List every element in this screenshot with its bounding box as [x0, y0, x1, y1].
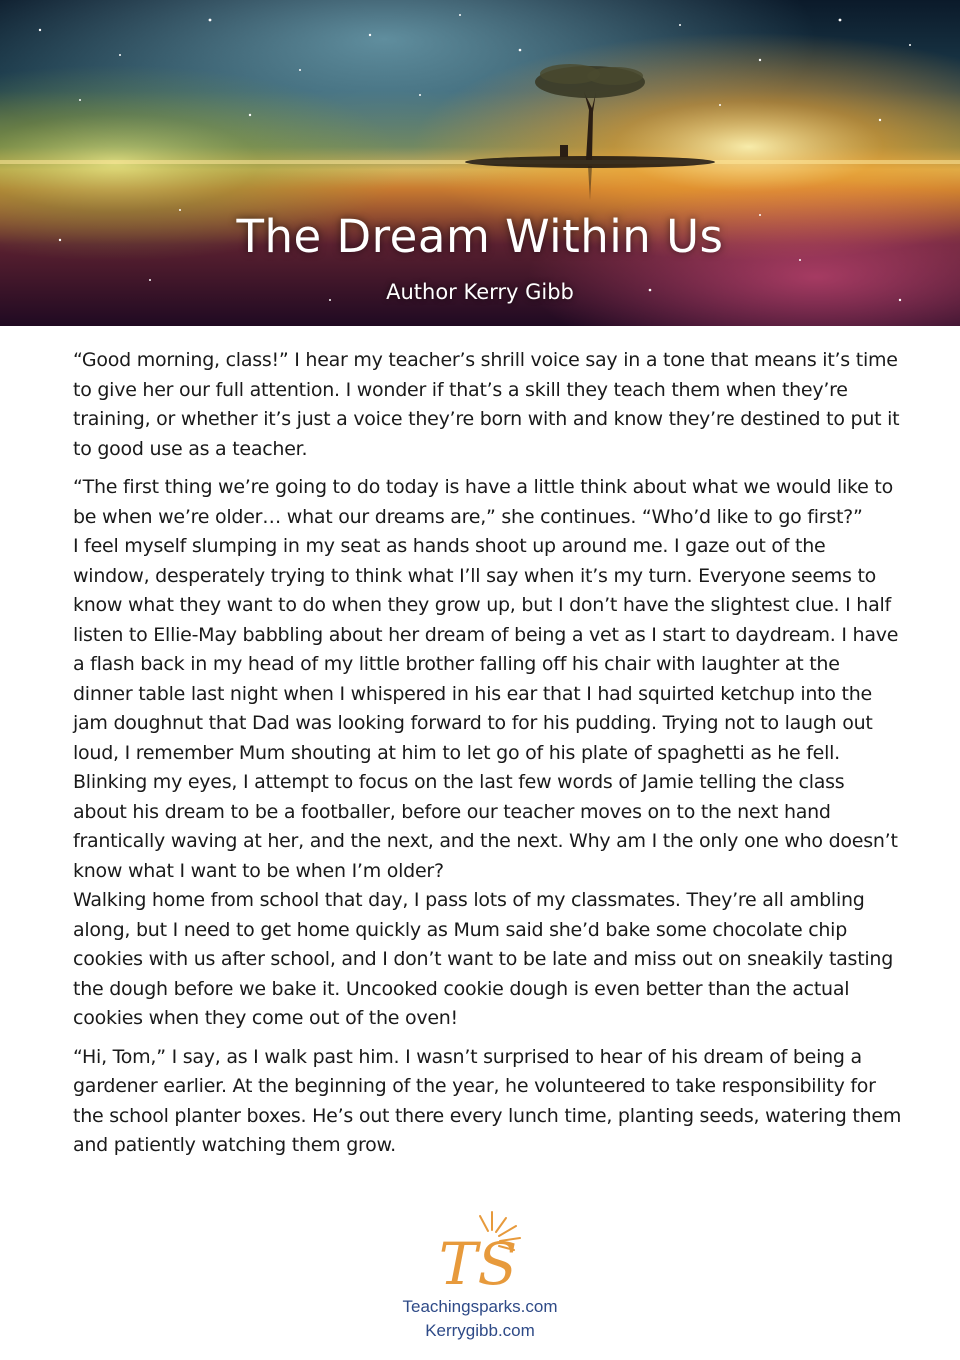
- banner-image: [0, 0, 960, 326]
- story-paragraph: Walking home from school that day, I pass lots of my classmates. They’re all ambling along, but I need to get home quickly as Mum said she’d bake some chocolate chip cookies with us after school, and I don’t want to be late and miss out on sneakily tasting the dough before we bake it. Uncooked cookie dough is even better than the actual cookies when they come out of the oven!: [73, 889, 894, 1029]
- story-author: Author Kerry Gibb: [386, 280, 574, 304]
- story-paragraph: “Good morning, class!” I hear my teacher’s shrill voice say in a tone that means it’s time to give her our full attention. I wonder if that’s a skill they teach them when they’re training, or whether it’s just a voice they’re born with and know they’re destined to put it to good use as a teacher.: [73, 349, 900, 460]
- sparkle-icon: [400, 1208, 560, 1298]
- teachingsparks-logo: [400, 1208, 560, 1298]
- story-paragraph: I feel myself slumping in my seat as hands shoot up around me. I gaze out of the window, desperately trying to think what I’ll say when it’s my turn. Everyone seems to know what they want to do when they grow up, but I don’t have the slightest clue. I half listen to Ellie-May babbling about her dream of being a vet as I start to daydream. I have a flash back in my head of my little brother falling off his chair with laughter at the dinner table last night when I whispered in his ear that I had squirted ketchup into the jam doughnut that Dad was looking forward to for his pudding. Trying not to laugh out loud, I remember Mum shouting at him to let go of his plate of spaghetti as he fell. Blinking my eyes, I attempt to focus on the last few words of Jamie telling the class about his dream to be a footballer, before our teacher moves on to the next hand frantically waving at her, and the next, and the next. Why am I the only one who doesn’t know what I want to be when I’m older?: [73, 535, 899, 882]
- footer-link-teachingsparks[interactable]: Teachingsparks.com: [402, 1297, 558, 1316]
- story-paragraph: “The first thing we’re going to do today is have a little think about what we would like to be when we’re older… what our dreams are,” she continues. “Who’d like to go first?”: [73, 476, 893, 528]
- logo-monogram: TS: [438, 1230, 518, 1298]
- story-title: The Dream Within Us: [236, 210, 724, 263]
- header-banner: [0, 0, 960, 326]
- story-paragraph: “Hi, Tom,” I say, as I walk past him. I wasn’t surprised to hear of his dream of being a gardener earlier. At the beginning of the year, he volunteered to take responsibility for the school planter boxes. He’s out there every lunch time, planting seeds, watering them and patiently watching them grow.: [73, 1045, 902, 1156]
- story-body: [73, 346, 903, 1161]
- footer-link-kerrygibb[interactable]: Kerrygibb.com: [425, 1321, 535, 1340]
